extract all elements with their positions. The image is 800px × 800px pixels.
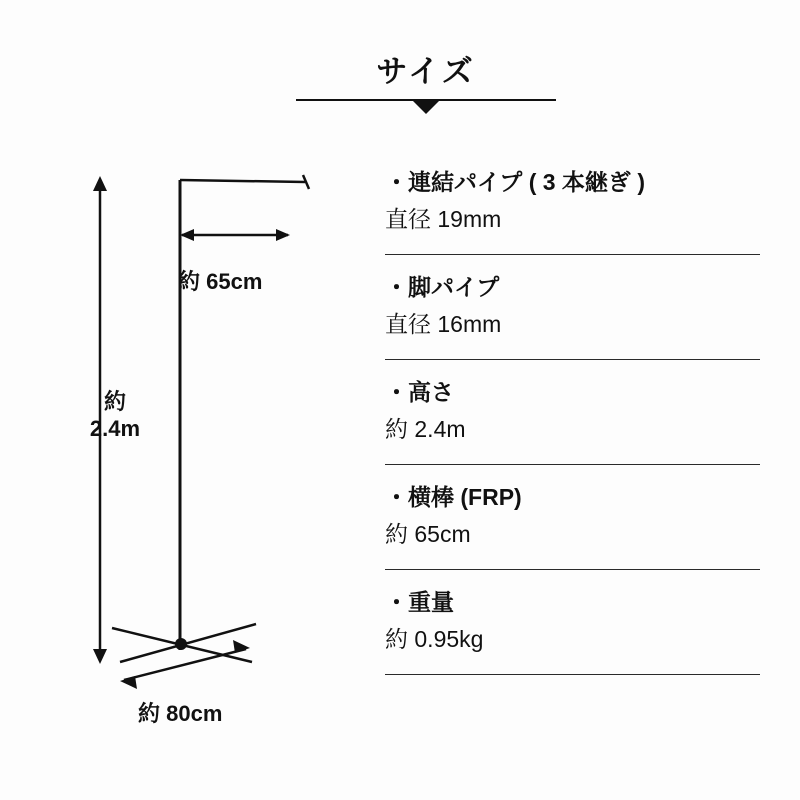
spec-secondary-text: 約 0.95kg — [385, 626, 484, 652]
caret-down-icon — [413, 101, 439, 114]
height-dimension-label — [80, 388, 150, 442]
spec-primary-text: ・横棒 (FRP) — [385, 484, 522, 510]
list-item — [385, 360, 760, 465]
spec-primary-text: ・脚パイプ — [385, 274, 500, 300]
list-item — [385, 570, 760, 675]
list-item — [385, 465, 760, 570]
spec-secondary-text: 直径 16mm — [385, 311, 502, 337]
spec-secondary-text: 約 2.4m — [385, 416, 466, 442]
height-dimension-label-line1: 約 — [103, 389, 126, 414]
page-title: サイズ — [376, 54, 476, 89]
list-item — [385, 255, 760, 360]
rack-illustration — [60, 150, 360, 770]
spec-primary-text: ・連結パイプ ( 3 本継ぎ ) — [385, 169, 645, 195]
spec-primary-text: ・重量 — [385, 589, 454, 615]
spec-primary-text: ・高さ — [385, 379, 454, 405]
spec-list — [385, 160, 760, 675]
product-diagram — [60, 150, 360, 770]
spec-secondary-text: 約 65cm — [385, 521, 471, 547]
base-dimension-label: 約 80cm — [138, 701, 223, 726]
width-dimension-label: 約 65cm — [178, 269, 263, 294]
list-item — [385, 160, 760, 255]
height-dimension-label-line2: 2.4m — [89, 416, 141, 441]
spec-secondary-text: 直径 19mm — [385, 206, 502, 232]
page-header — [296, 52, 556, 114]
